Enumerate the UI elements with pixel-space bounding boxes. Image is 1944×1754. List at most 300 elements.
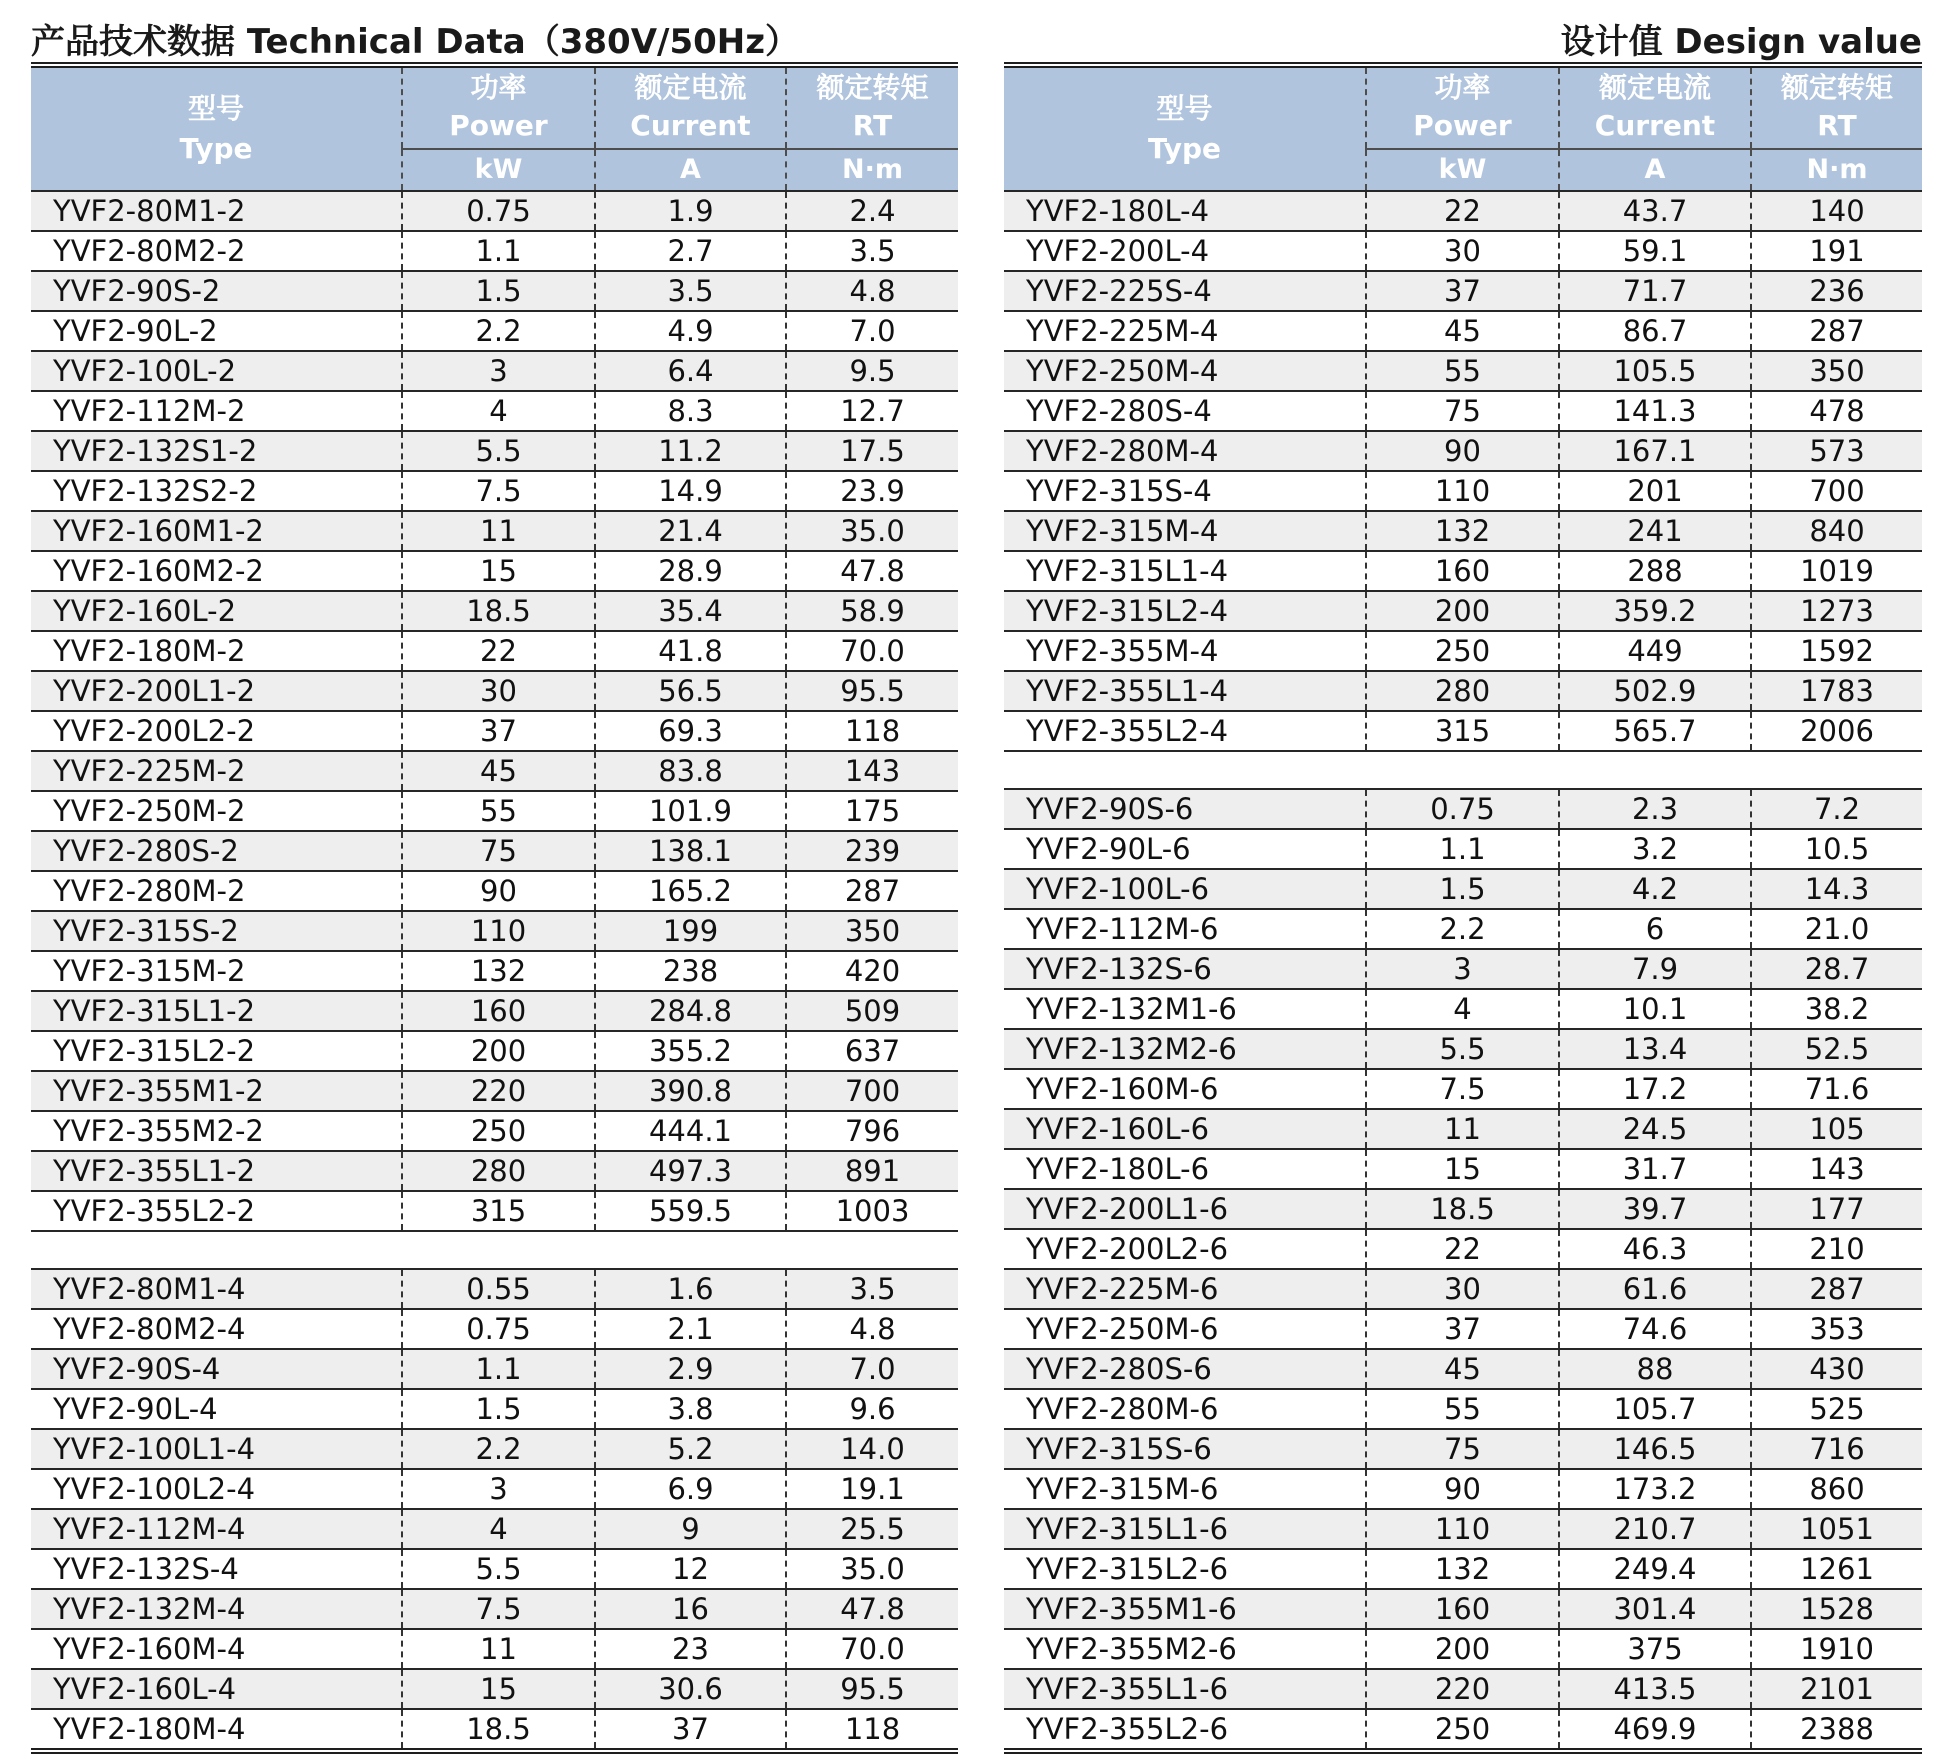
power-cell: 7.5 <box>402 471 595 511</box>
power-cell: 200 <box>1366 1629 1559 1669</box>
type-cell: YVF2-225S-4 <box>1004 271 1366 311</box>
torque-cell: 7.0 <box>786 1349 958 1389</box>
type-cell: YVF2-355M2-2 <box>31 1111 402 1151</box>
type-cell: YVF2-355M-4 <box>1004 631 1366 671</box>
current-cell: 28.9 <box>595 551 786 591</box>
current-cell: 21.4 <box>595 511 786 551</box>
current-cell: 105.7 <box>1559 1389 1751 1429</box>
power-cell: 15 <box>402 551 595 591</box>
torque-cell: 7.0 <box>786 311 958 351</box>
power-cell: 18.5 <box>402 1709 595 1748</box>
type-cell: YVF2-100L1-4 <box>31 1429 402 1469</box>
current-cell: 3.5 <box>595 271 786 311</box>
left-data-panel <box>31 62 958 1754</box>
torque-cell: 236 <box>1751 271 1922 311</box>
type-cell: YVF2-112M-4 <box>31 1509 402 1549</box>
power-cell: 75 <box>1366 1429 1559 1469</box>
power-cell: 45 <box>402 751 595 791</box>
type-cell: YVF2-132M2-6 <box>1004 1029 1366 1069</box>
torque-cell: 52.5 <box>1751 1029 1922 1069</box>
power-cell: 250 <box>402 1111 595 1151</box>
spacer-cell <box>31 1231 402 1269</box>
power-cell: 160 <box>1366 1589 1559 1629</box>
type-cell: YVF2-250M-2 <box>31 791 402 831</box>
power-cell: 132 <box>1366 1549 1559 1589</box>
table-row <box>1004 949 1922 989</box>
power-cell: 4 <box>402 391 595 431</box>
current-cell: 6.9 <box>595 1469 786 1509</box>
current-cell: 59.1 <box>1559 231 1751 271</box>
spacer-cell <box>1004 751 1366 789</box>
power-cell: 3 <box>402 351 595 391</box>
table-row <box>1004 1309 1922 1349</box>
type-cell: YVF2-160M1-2 <box>31 511 402 551</box>
table-row <box>1004 1549 1922 1589</box>
type-cell: YVF2-225M-6 <box>1004 1269 1366 1309</box>
table-row <box>31 1629 958 1669</box>
current-cell: 138.1 <box>595 831 786 871</box>
current-cell: 502.9 <box>1559 671 1751 711</box>
type-cell: YVF2-160M-6 <box>1004 1069 1366 1109</box>
type-cell: YVF2-90S-6 <box>1004 789 1366 829</box>
power-cell: 55 <box>1366 1389 1559 1429</box>
spacer-cell <box>1751 751 1922 789</box>
torque-cell: 420 <box>786 951 958 991</box>
left-data-table <box>31 68 958 1748</box>
type-cell: YVF2-90S-4 <box>31 1349 402 1389</box>
current-cell: 39.7 <box>1559 1189 1751 1229</box>
type-cell: YVF2-100L2-4 <box>31 1469 402 1509</box>
current-cell: 24.5 <box>1559 1109 1751 1149</box>
torque-cell: 14.3 <box>1751 869 1922 909</box>
table-row <box>1004 1509 1922 1549</box>
current-cell: 43.7 <box>1559 191 1751 231</box>
table-row <box>31 1111 958 1151</box>
right-data-panel <box>1004 62 1922 1754</box>
type-cell: YVF2-200L1-6 <box>1004 1189 1366 1229</box>
torque-cell: 143 <box>786 751 958 791</box>
power-cell: 315 <box>402 1191 595 1231</box>
current-cell: 4.2 <box>1559 869 1751 909</box>
torque-cell: 210 <box>1751 1229 1922 1269</box>
current-cell: 444.1 <box>595 1111 786 1151</box>
current-cell: 2.9 <box>595 1349 786 1389</box>
power-cell: 37 <box>1366 271 1559 311</box>
type-cell: YVF2-100L-6 <box>1004 869 1366 909</box>
table-row <box>31 591 958 631</box>
type-cell: YVF2-132S-6 <box>1004 949 1366 989</box>
power-cell: 37 <box>1366 1309 1559 1349</box>
torque-cell: 525 <box>1751 1389 1922 1429</box>
power-cell: 110 <box>1366 1509 1559 1549</box>
power-cell: 220 <box>1366 1669 1559 1709</box>
current-cell: 31.7 <box>1559 1149 1751 1189</box>
type-cell: YVF2-225M-2 <box>31 751 402 791</box>
spacer-cell <box>595 1231 786 1269</box>
torque-cell: 95.5 <box>786 1669 958 1709</box>
torque-cell: 700 <box>1751 471 1922 511</box>
type-cell: YVF2-80M1-4 <box>31 1269 402 1309</box>
table-row <box>31 431 958 471</box>
power-cell: 5.5 <box>1366 1029 1559 1069</box>
current-cell: 30.6 <box>595 1669 786 1709</box>
torque-cell: 70.0 <box>786 1629 958 1669</box>
type-cell: YVF2-200L2-6 <box>1004 1229 1366 1269</box>
table-row <box>1004 1189 1922 1229</box>
torque-cell: 10.5 <box>1751 829 1922 869</box>
type-header: 型号 Type <box>1004 68 1366 191</box>
current-cell: 14.9 <box>595 471 786 511</box>
torque-cell: 35.0 <box>786 511 958 551</box>
torque-cell: 177 <box>1751 1189 1922 1229</box>
current-cell: 105.5 <box>1559 351 1751 391</box>
current-cell: 201 <box>1559 471 1751 511</box>
table-row <box>31 1071 958 1111</box>
table-row <box>1004 551 1922 591</box>
power-cell: 18.5 <box>402 591 595 631</box>
table-row <box>31 351 958 391</box>
table-row <box>1004 1589 1922 1629</box>
power-cell: 3 <box>402 1469 595 1509</box>
power-cell: 37 <box>402 711 595 751</box>
table-row <box>31 1031 958 1071</box>
table-spacer-row <box>31 1231 958 1269</box>
type-cell: YVF2-160M-4 <box>31 1629 402 1669</box>
table-row <box>1004 711 1922 751</box>
current-cell: 559.5 <box>595 1191 786 1231</box>
table-row <box>31 1269 958 1309</box>
current-cell: 16 <box>595 1589 786 1629</box>
power-cell: 2.2 <box>402 1429 595 1469</box>
current-cell: 165.2 <box>595 871 786 911</box>
power-cell: 11 <box>402 511 595 551</box>
power-cell: 4 <box>1366 989 1559 1029</box>
current-cell: 141.3 <box>1559 391 1751 431</box>
power-cell: 0.75 <box>1366 789 1559 829</box>
current-cell: 497.3 <box>595 1151 786 1191</box>
type-cell: YVF2-132S1-2 <box>31 431 402 471</box>
current-cell: 146.5 <box>1559 1429 1751 1469</box>
table-row <box>1004 829 1922 869</box>
type-cell: YVF2-315S-4 <box>1004 471 1366 511</box>
torque-cell: 430 <box>1751 1349 1922 1389</box>
power-cell: 4 <box>402 1509 595 1549</box>
current-cell: 3.2 <box>1559 829 1751 869</box>
torque-cell: 3.5 <box>786 231 958 271</box>
table-row <box>1004 631 1922 671</box>
table-row <box>1004 1109 1922 1149</box>
type-cell: YVF2-355M2-6 <box>1004 1629 1366 1669</box>
current-cell: 469.9 <box>1559 1709 1751 1748</box>
table-row <box>1004 471 1922 511</box>
power-cell: 250 <box>1366 631 1559 671</box>
current-cell: 413.5 <box>1559 1669 1751 1709</box>
current-cell: 13.4 <box>1559 1029 1751 1069</box>
current-cell: 46.3 <box>1559 1229 1751 1269</box>
power-cell: 1.1 <box>402 231 595 271</box>
table-row <box>1004 1029 1922 1069</box>
table-row <box>31 871 958 911</box>
table-row <box>31 1509 958 1549</box>
type-cell: YVF2-90L-2 <box>31 311 402 351</box>
torque-cell: 118 <box>786 711 958 751</box>
torque-cell: 23.9 <box>786 471 958 511</box>
current-cell: 83.8 <box>595 751 786 791</box>
power-cell: 30 <box>1366 1269 1559 1309</box>
power-cell: 55 <box>1366 351 1559 391</box>
power-cell: 200 <box>1366 591 1559 631</box>
table-row <box>31 951 958 991</box>
torque-cell: 2006 <box>1751 711 1922 751</box>
power-cell: 5.5 <box>402 1549 595 1589</box>
table-row <box>1004 311 1922 351</box>
table-row <box>1004 1349 1922 1389</box>
torque-cell: 9.5 <box>786 351 958 391</box>
type-cell: YVF2-355M1-6 <box>1004 1589 1366 1629</box>
table-row <box>31 751 958 791</box>
table-row <box>1004 391 1922 431</box>
power-cell: 55 <box>402 791 595 831</box>
type-cell: YVF2-80M2-4 <box>31 1309 402 1349</box>
torque-unit: N·m <box>786 149 958 191</box>
power-cell: 0.75 <box>402 1309 595 1349</box>
current-cell: 71.7 <box>1559 271 1751 311</box>
current-cell: 17.2 <box>1559 1069 1751 1109</box>
torque-cell: 58.9 <box>786 591 958 631</box>
power-cell: 11 <box>402 1629 595 1669</box>
type-cell: YVF2-80M2-2 <box>31 231 402 271</box>
table-row <box>1004 351 1922 391</box>
table-row <box>1004 511 1922 551</box>
type-cell: YVF2-280M-6 <box>1004 1389 1366 1429</box>
table-row <box>1004 1469 1922 1509</box>
power-cell: 315 <box>1366 711 1559 751</box>
table-row <box>1004 1069 1922 1109</box>
torque-header: 额定转矩 RT <box>1751 68 1922 149</box>
torque-cell: 2388 <box>1751 1709 1922 1748</box>
power-cell: 22 <box>1366 191 1559 231</box>
current-cell: 359.2 <box>1559 591 1751 631</box>
type-cell: YVF2-315M-6 <box>1004 1469 1366 1509</box>
type-cell: YVF2-90L-4 <box>31 1389 402 1429</box>
power-cell: 90 <box>402 871 595 911</box>
type-cell: YVF2-280M-4 <box>1004 431 1366 471</box>
table-row <box>31 551 958 591</box>
torque-cell: 1003 <box>786 1191 958 1231</box>
torque-cell: 637 <box>786 1031 958 1071</box>
right-data-table <box>1004 68 1922 1748</box>
table-row <box>1004 671 1922 711</box>
power-cell: 30 <box>402 671 595 711</box>
torque-cell: 891 <box>786 1151 958 1191</box>
current-cell: 565.7 <box>1559 711 1751 751</box>
torque-cell: 860 <box>1751 1469 1922 1509</box>
current-cell: 173.2 <box>1559 1469 1751 1509</box>
current-cell: 3.8 <box>595 1389 786 1429</box>
type-cell: YVF2-315S-2 <box>31 911 402 951</box>
power-cell: 7.5 <box>1366 1069 1559 1109</box>
current-cell: 288 <box>1559 551 1751 591</box>
table-row <box>31 1309 958 1349</box>
power-cell: 1.5 <box>402 1389 595 1429</box>
power-cell: 1.5 <box>402 271 595 311</box>
type-cell: YVF2-355L1-4 <box>1004 671 1366 711</box>
torque-cell: 700 <box>786 1071 958 1111</box>
power-cell: 45 <box>1366 1349 1559 1389</box>
current-cell: 61.6 <box>1559 1269 1751 1309</box>
type-cell: YVF2-355M1-2 <box>31 1071 402 1111</box>
type-cell: YVF2-132S2-2 <box>31 471 402 511</box>
torque-cell: 4.8 <box>786 1309 958 1349</box>
current-cell: 74.6 <box>1559 1309 1751 1349</box>
current-cell: 41.8 <box>595 631 786 671</box>
torque-header: 额定转矩 RT <box>786 68 958 149</box>
power-cell: 75 <box>402 831 595 871</box>
type-cell: YVF2-280S-4 <box>1004 391 1366 431</box>
type-cell: YVF2-315L1-4 <box>1004 551 1366 591</box>
type-cell: YVF2-250M-6 <box>1004 1309 1366 1349</box>
torque-cell: 9.6 <box>786 1389 958 1429</box>
torque-cell: 14.0 <box>786 1429 958 1469</box>
power-cell: 1.1 <box>402 1349 595 1389</box>
type-cell: YVF2-280M-2 <box>31 871 402 911</box>
torque-cell: 191 <box>1751 231 1922 271</box>
table-row <box>31 1669 958 1709</box>
type-cell: YVF2-160M2-2 <box>31 551 402 591</box>
power-cell: 30 <box>1366 231 1559 271</box>
torque-cell: 28.7 <box>1751 949 1922 989</box>
current-header: 额定电流 Current <box>1559 68 1751 149</box>
current-cell: 86.7 <box>1559 311 1751 351</box>
current-cell: 2.7 <box>595 231 786 271</box>
table-row <box>1004 789 1922 829</box>
table-row <box>31 1589 958 1629</box>
torque-cell: 12.7 <box>786 391 958 431</box>
table-row <box>31 1549 958 1589</box>
type-cell: YVF2-315L2-4 <box>1004 591 1366 631</box>
type-cell: YVF2-355L2-2 <box>31 1191 402 1231</box>
spacer-cell <box>786 1231 958 1269</box>
torque-unit: N·m <box>1751 149 1922 191</box>
table-row <box>31 671 958 711</box>
type-cell: YVF2-315L1-2 <box>31 991 402 1031</box>
table-row <box>31 1349 958 1389</box>
table-row <box>31 1389 958 1429</box>
table-row <box>1004 1389 1922 1429</box>
current-cell: 56.5 <box>595 671 786 711</box>
current-cell: 199 <box>595 911 786 951</box>
table-row <box>31 391 958 431</box>
power-header: 功率 Power <box>1366 68 1559 149</box>
torque-cell: 2.4 <box>786 191 958 231</box>
torque-cell: 287 <box>786 871 958 911</box>
table-row <box>1004 1149 1922 1189</box>
power-cell: 18.5 <box>1366 1189 1559 1229</box>
spacer-cell <box>1559 751 1751 789</box>
current-cell: 8.3 <box>595 391 786 431</box>
type-cell: YVF2-112M-2 <box>31 391 402 431</box>
table-row <box>31 471 958 511</box>
table-row <box>31 511 958 551</box>
table-row <box>31 1709 958 1748</box>
table-row <box>1004 271 1922 311</box>
power-cell: 110 <box>402 911 595 951</box>
power-cell: 7.5 <box>402 1589 595 1629</box>
power-cell: 200 <box>402 1031 595 1071</box>
type-cell: YVF2-355L1-6 <box>1004 1669 1366 1709</box>
type-cell: YVF2-200L1-2 <box>31 671 402 711</box>
type-cell: YVF2-132M1-6 <box>1004 989 1366 1029</box>
table-spacer-row <box>1004 751 1922 789</box>
table-row <box>1004 1629 1922 1669</box>
torque-cell: 1051 <box>1751 1509 1922 1549</box>
table-row <box>31 911 958 951</box>
torque-cell: 716 <box>1751 1429 1922 1469</box>
power-cell: 160 <box>402 991 595 1031</box>
current-unit: A <box>595 149 786 191</box>
type-cell: YVF2-90L-6 <box>1004 829 1366 869</box>
power-cell: 90 <box>1366 431 1559 471</box>
current-cell: 11.2 <box>595 431 786 471</box>
current-cell: 35.4 <box>595 591 786 631</box>
table-row <box>1004 231 1922 271</box>
torque-cell: 350 <box>1751 351 1922 391</box>
current-cell: 1.9 <box>595 191 786 231</box>
power-unit: kW <box>1366 149 1559 191</box>
torque-cell: 7.2 <box>1751 789 1922 829</box>
torque-cell: 1592 <box>1751 631 1922 671</box>
torque-cell: 287 <box>1751 1269 1922 1309</box>
type-cell: YVF2-180L-4 <box>1004 191 1366 231</box>
page-title: 产品技术数据 Technical Data（380V/50Hz） <box>31 22 800 62</box>
table-row <box>31 191 958 231</box>
type-cell: YVF2-315M-4 <box>1004 511 1366 551</box>
torque-cell: 71.6 <box>1751 1069 1922 1109</box>
power-cell: 15 <box>1366 1149 1559 1189</box>
type-cell: YVF2-132S-4 <box>31 1549 402 1589</box>
table-row <box>1004 191 1922 231</box>
current-cell: 301.4 <box>1559 1589 1751 1629</box>
current-cell: 167.1 <box>1559 431 1751 471</box>
design-value-label: 设计值 Design value <box>1560 22 1922 62</box>
left-table-body <box>31 191 958 1748</box>
power-cell: 90 <box>1366 1469 1559 1509</box>
current-cell: 4.9 <box>595 311 786 351</box>
current-header: 额定电流 Current <box>595 68 786 149</box>
torque-cell: 35.0 <box>786 1549 958 1589</box>
type-cell: YVF2-160L-4 <box>31 1669 402 1709</box>
torque-cell: 573 <box>1751 431 1922 471</box>
type-cell: YVF2-280S-6 <box>1004 1349 1366 1389</box>
torque-cell: 175 <box>786 791 958 831</box>
torque-cell: 509 <box>786 991 958 1031</box>
type-cell: YVF2-112M-6 <box>1004 909 1366 949</box>
torque-cell: 353 <box>1751 1309 1922 1349</box>
table-row <box>31 1469 958 1509</box>
torque-cell: 17.5 <box>786 431 958 471</box>
current-cell: 284.8 <box>595 991 786 1031</box>
current-cell: 37 <box>595 1709 786 1748</box>
torque-cell: 19.1 <box>786 1469 958 1509</box>
current-cell: 88 <box>1559 1349 1751 1389</box>
type-cell: YVF2-100L-2 <box>31 351 402 391</box>
current-cell: 355.2 <box>595 1031 786 1071</box>
table-row <box>1004 1709 1922 1748</box>
table-row <box>31 1151 958 1191</box>
table-row <box>1004 591 1922 631</box>
torque-cell: 478 <box>1751 391 1922 431</box>
torque-cell: 1261 <box>1751 1549 1922 1589</box>
